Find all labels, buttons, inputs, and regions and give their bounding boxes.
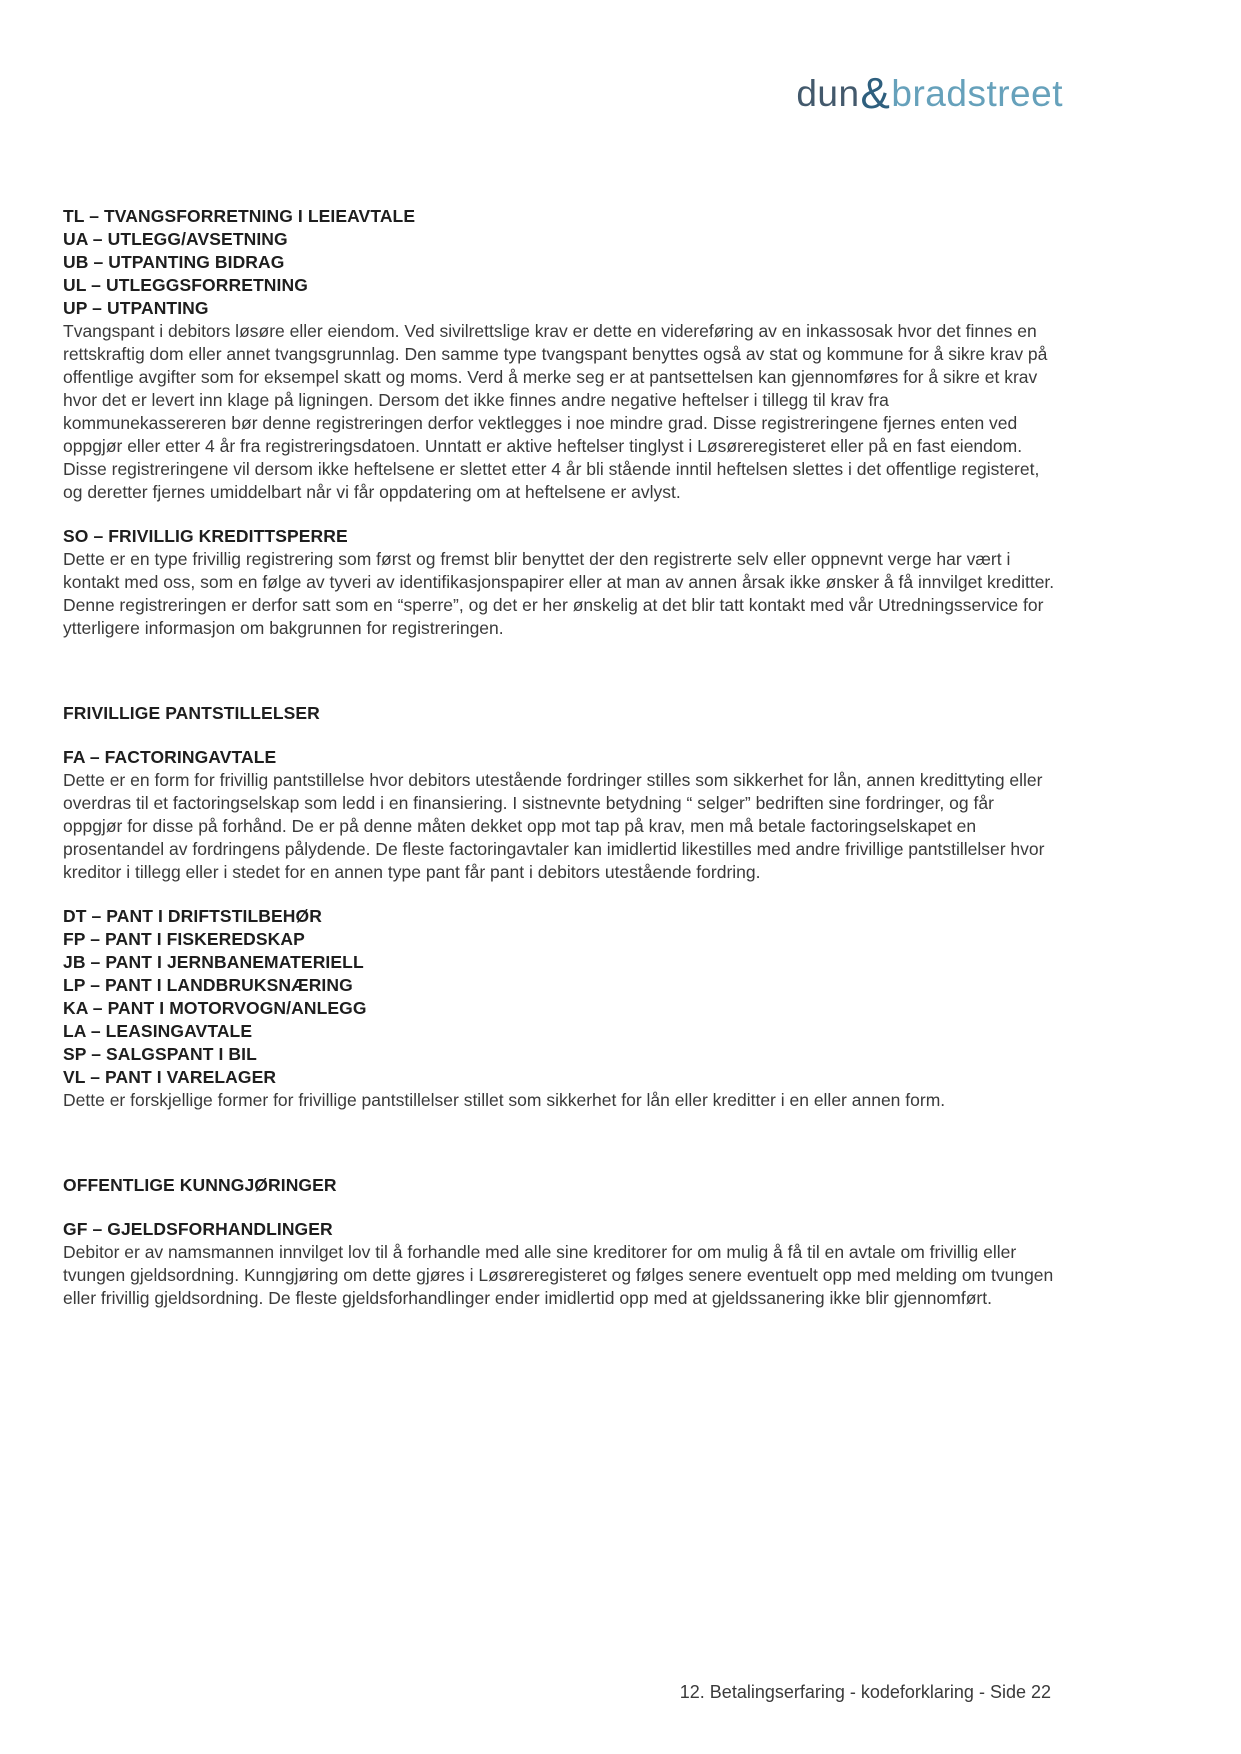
code-line-dt: DT – PANT I DRIFTSTILBEHØR (63, 906, 322, 926)
dun-bradstreet-logo (796, 69, 1063, 118)
code-line-sp: SP – SALGSPANT I BIL (63, 1044, 257, 1064)
logo-ampersand-icon: & (860, 69, 891, 118)
paragraph-pant: Dette er forskjellige former for frivillige pantstillelser stillet som sikkerhet for lån eller kreditter i en eller annen form. (63, 1090, 946, 1110)
document-body (63, 205, 1055, 1310)
code-line-lp: LP – PANT I LANDBRUKSNÆRING (63, 975, 353, 995)
code-line-la: LA – LEASINGAVTALE (63, 1021, 253, 1041)
code-line-up: UP – UTPANTING (63, 298, 209, 318)
logo-text-bradstreet: bradstreet (891, 73, 1063, 114)
page-footer (680, 1682, 1051, 1703)
code-list-pant (63, 905, 1055, 1089)
code-line-ul: UL – UTLEGGSFORRETNING (63, 275, 308, 295)
paragraph-factoringavtale: Dette er en form for frivillig pantstillelse hvor debitors utestående fordringer stilles som sikkerhet for lån, annen kredittyting eller overdras til et factoringselskap som ledd i en finansiering. I sistnevnte betydning “ selger” bedriften sine fordringer, og får oppgjør for disse på forhånd. De er på denne måten dekket opp mot tap på krav, men må betale factoringselskapet en prosentandel av fordringens pålydende. De fleste factoringavtaler kan imidlertid likestilles med andre frivillige pantstillelser hvor kreditor i tillegg eller i stedet for en annen type pant får pant i debitors utestående fordring. (63, 770, 1045, 882)
code-line-tl: TL – TVANGSFORRETNING I LEIEAVTALE (63, 206, 416, 226)
code-line-fp: FP – PANT I FISKEREDSKAP (63, 929, 305, 949)
paragraph-gjeldsforhandlinger: Debitor er av namsmannen innvilget lov til å forhandle med alle sine kreditorer for om mulig å få til en avtale om frivillig eller tvungen gjeldsordning. Kunngjøring om dette gjøres i Løsøreregisteret og følges senere eventuelt opp med melding om tvungen eller frivillig gjeldsordning. De fleste gjeldsforhandlinger ender imidlertid opp med at gjeldssanering ikke blir gjennomført. (63, 1242, 1054, 1308)
heading-factoringavtale: FA – FACTORINGAVTALE (63, 747, 277, 767)
paragraph-kredittsperre: Dette er en type frivillig registrering som først og fremst blir benyttet der den registrerte selv eller oppnevnt verge har vært i kontakt med oss, som en følge av tyveri av identifikasjonspapirer eller at man av annen årsak ikke ønsker å få innvilget kreditter. Denne registreringen er derfor satt som en “sperre”, og det er her ønskelig at det blir tatt kontakt med vår Utredningsservice for ytterligere informasjon om bakgrunnen for registreringen. (63, 549, 1055, 638)
paragraph-tvangsforretning: Tvangspant i debitors løsøre eller eiendom. Ved sivilrettslige krav er dette en videreføring av en inkassosak hvor det finnes en rettskraftig dom eller annet tvangsgrunnlag. Den samme type tvangspant benyttes også av stat og kommune for å sikre krav på offentlige avgifter som for eksempel skatt og moms. Verd å merke seg er at pantsettelsen kan gjennomføres for å sikre et krav hvor det er levert inn klage på ligningen. Dersom det ikke finnes andre negative heftelser i tillegg til krav fra kommunekassereren bør denne registreringen derfor vektlegges i noe mindre grad. Disse registreringene fjernes enten ved oppgjør eller etter 4 år fra registreringsdatoen. Unntatt er aktive heftelser tinglyst i Løsøreregisteret eller på en fast eiendom. Disse registreringene vil dersom ikke heftelsene er slettet etter 4 år bli stående inntil heftelsen slettes i det offentlige registeret, og deretter fjernes umiddelbart når vi får oppdatering om at heftelsene er avlyst. (63, 321, 1048, 502)
code-list-tvangsforretning (63, 205, 1055, 320)
section-heading-frivillige-pantstillelser: FRIVILLIGE PANTSTILLELSER (63, 703, 320, 723)
code-line-jb: JB – PANT I JERNBANEMATERIELL (63, 952, 364, 972)
code-line-ub: UB – UTPANTING BIDRAG (63, 252, 285, 272)
code-line-ka: KA – PANT I MOTORVOGN/ANLEGG (63, 998, 367, 1018)
heading-kredittsperre: SO – FRIVILLIG KREDITTSPERRE (63, 526, 348, 546)
heading-gjeldsforhandlinger: GF – GJELDSFORHANDLINGER (63, 1219, 333, 1239)
code-line-ua: UA – UTLEGG/AVSETNING (63, 229, 288, 249)
code-line-vl: VL – PANT I VARELAGER (63, 1067, 277, 1087)
logo-text-dun: dun (796, 73, 860, 114)
section-heading-offentlige-kunngjoringer: OFFENTLIGE KUNNGJØRINGER (63, 1175, 337, 1195)
footer-text: 12. Betalingserfaring - kodeforklaring - Side 22 (679, 1682, 1051, 1702)
